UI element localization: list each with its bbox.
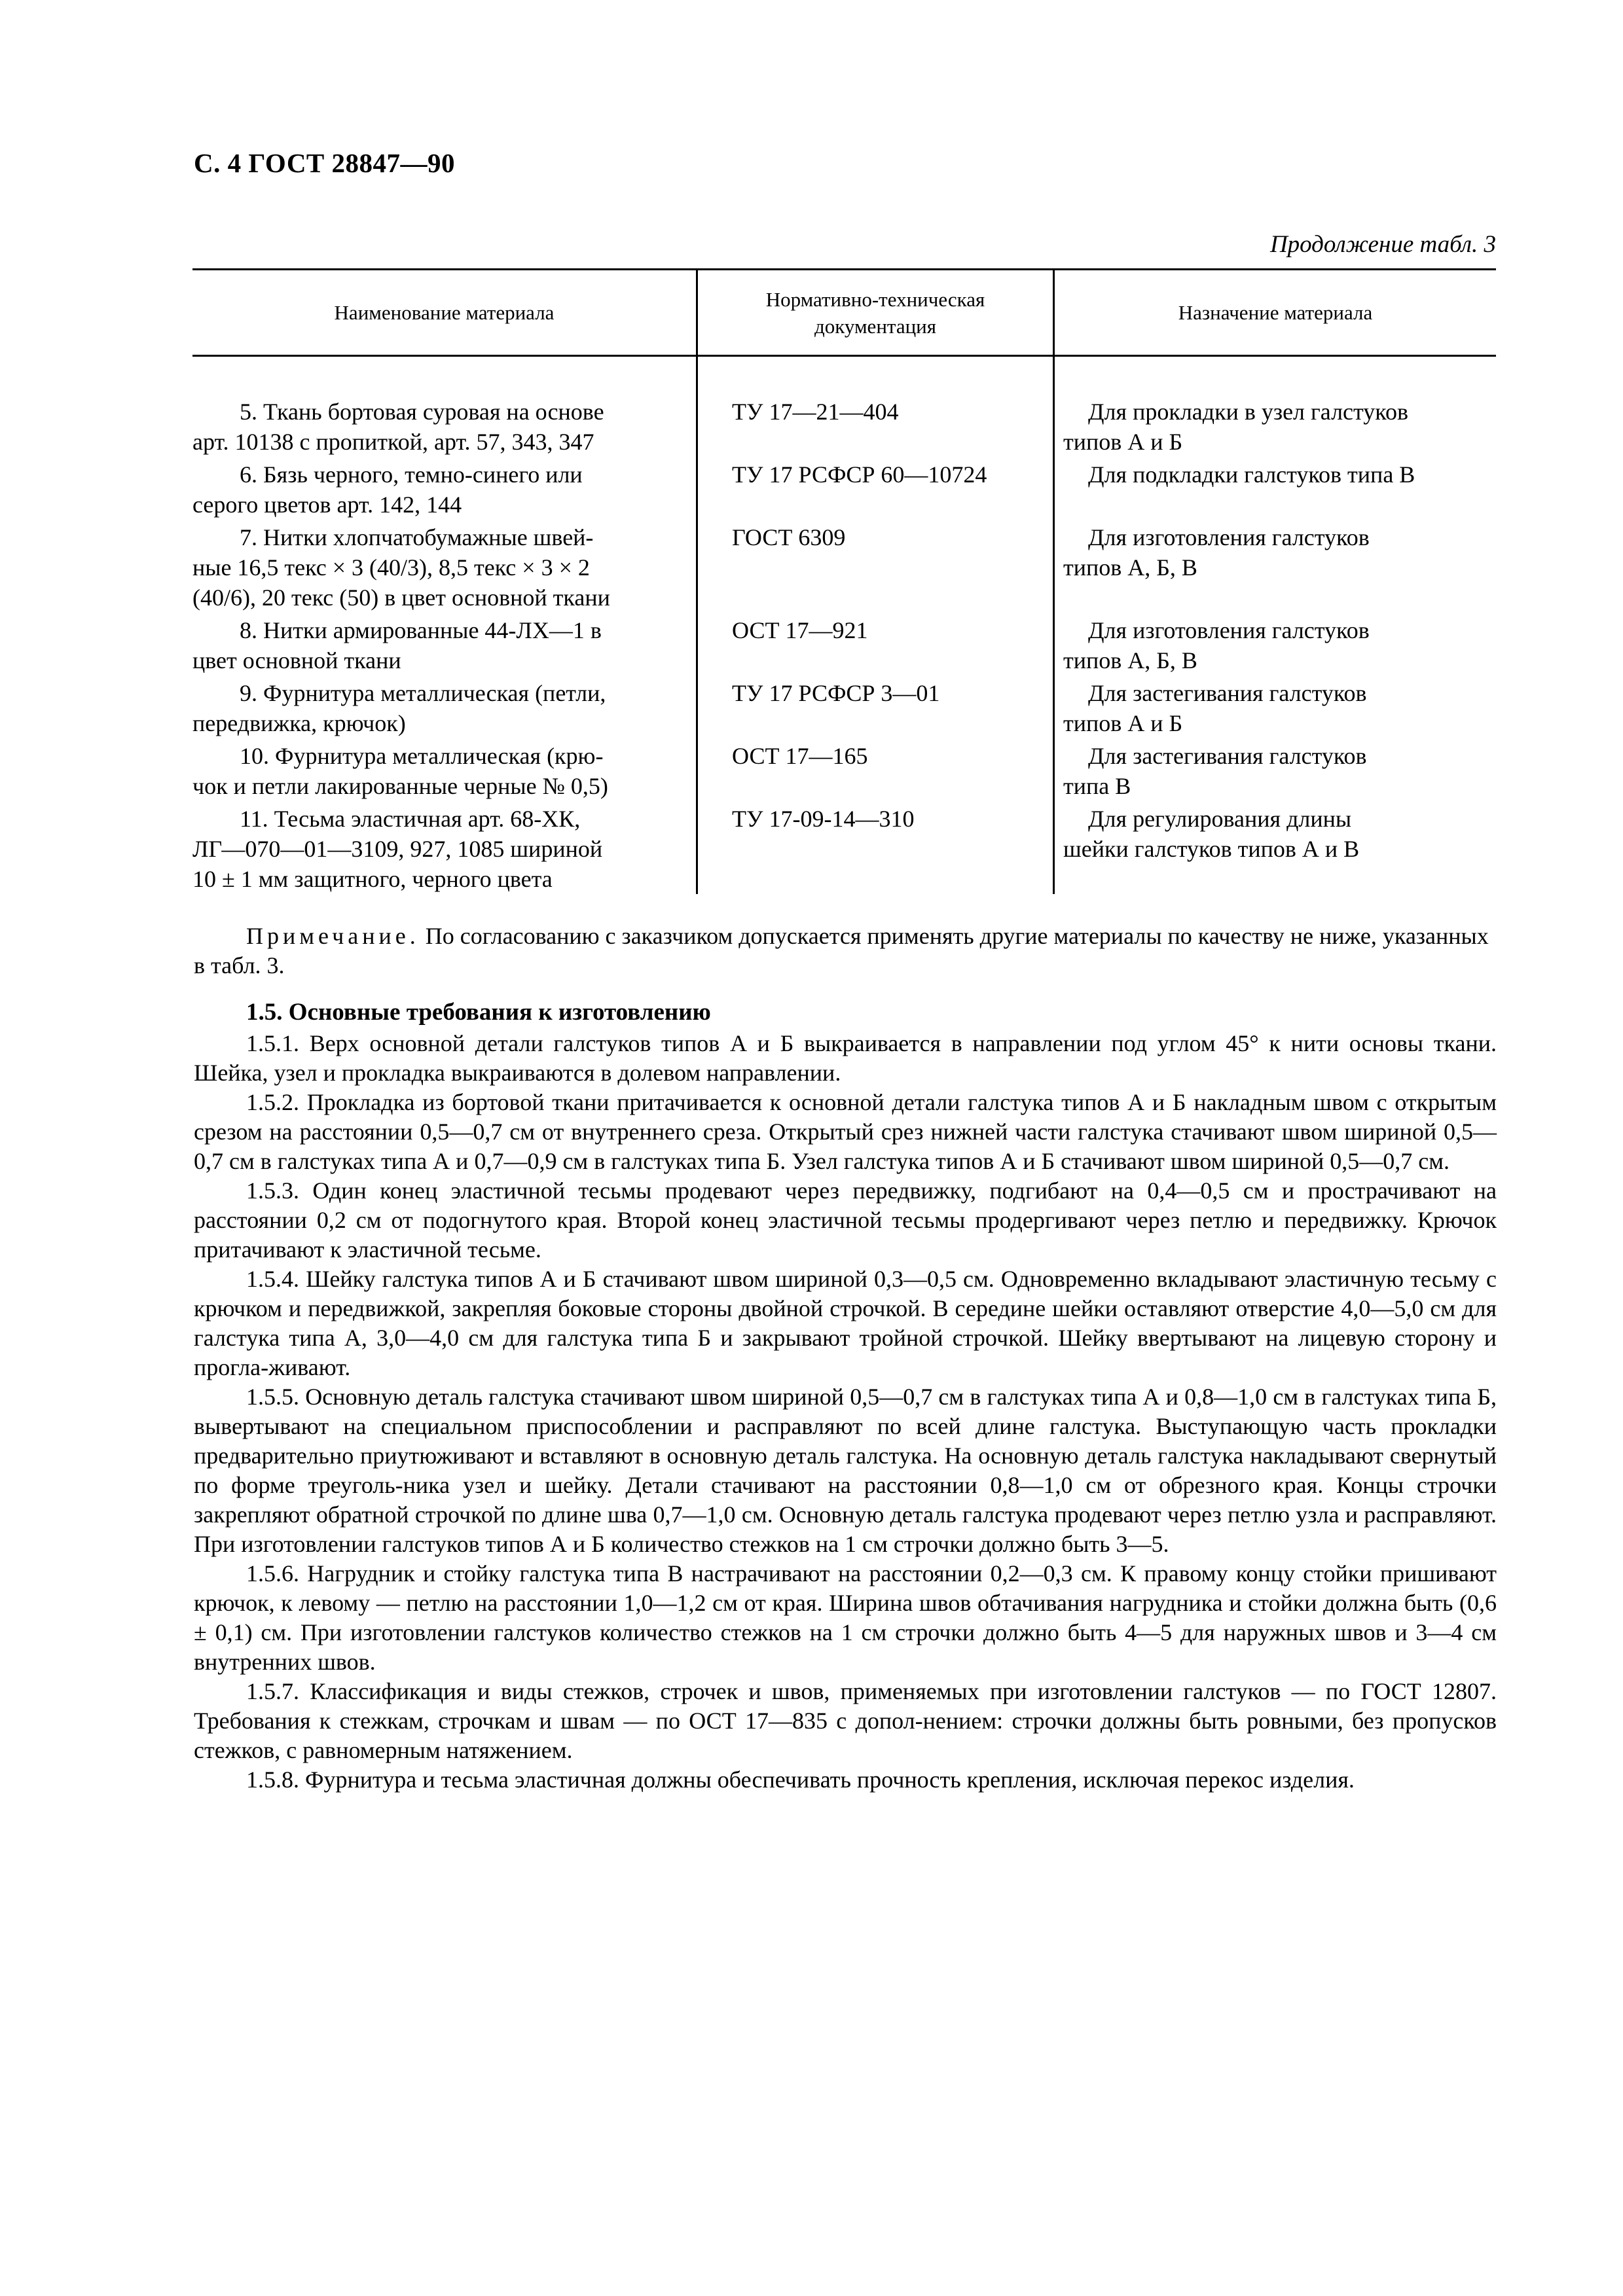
paragraph-1-5-4: 1.5.4. Шейку галстука типов А и Б стачивают швом шириной 0,3—0,5 см. Одновременно вкладывают эластичную тесьму с крючком и передвижкой, закрепляя боковые стороны двойной строчкой. В середине шейки оставляют отверстие 4,0—5,0 см для галстука типа А, 3,0—4,0 см для галстука типа Б и закрывают тройной строчкой. Шейку ввертывают на лицевую сторону и прогла-живают. bbox=[194, 1266, 1497, 1380]
material-cell: серого цветов арт. 142, 144 bbox=[192, 492, 462, 518]
purpose-cell: типа В bbox=[1063, 773, 1131, 799]
paragraph-1-5-3: 1.5.3. Один конец эластичной тесьмы продевают через передвижку, подгибают на 0,4—0,5 см и прострачивают на расстоянии 0,2 см от подогнутого края. Второй конец эластичной тесьмы продергивают через петлю и передвижку. Крючок притачивают к эластичной тесьме. bbox=[194, 1177, 1497, 1263]
header-purpose: Назначение материала bbox=[1178, 301, 1373, 324]
documentation-cell: ТУ 17—21—404 bbox=[732, 399, 899, 425]
material-cell: 9. Фурнитура металлическая (петли, bbox=[240, 680, 606, 706]
purpose-cell: Для прокладки в узел галстуков bbox=[1088, 399, 1408, 425]
note-text: По согласованию с заказчиком допускается применять другие материалы по качеству не ниже, указанных в табл. 3. bbox=[194, 923, 1489, 978]
table-note bbox=[194, 922, 1497, 980]
column-divider-1 bbox=[696, 268, 698, 894]
materials-table bbox=[192, 268, 1496, 894]
column-divider-2 bbox=[1053, 268, 1055, 894]
purpose-cell: Для регулирования длины bbox=[1088, 806, 1352, 832]
material-cell: 10. Фурнитура металлическая (крю- bbox=[240, 743, 604, 769]
header-documentation bbox=[698, 270, 1053, 355]
header-documentation-line1: Нормативно-техническая bbox=[765, 287, 985, 311]
paragraph-1-5-7: 1.5.7. Классификация и виды стежков, строчек и швов, применяемых при изготовлении галстуков — по ГОСТ 12807. Требования к стежкам, строчкам и швам — по ОСТ 17—835 с допол-нением: строчки должны быть ровными, без пропусков стежков, с равномерным натяжением. bbox=[194, 1678, 1497, 1763]
paragraph-1-5-6: 1.5.6. Нагрудник и стойку галстука типа В настрачивают на расстоянии 0,2—0,3 см. К правому концу стойки пришивают крючок, к левому — петлю на расстоянии 1,0—1,2 см от края. Ширина швов обтачивания нагрудника и стойки должна быть (0,6 ± 0,1) см. При изготовлении галстуков количество стежков на 1 см строчки должно быть 4—5 для наружных швов и 3—4 см внутренних швов. bbox=[194, 1560, 1497, 1675]
purpose-cell: Для застегивания галстуков bbox=[1088, 743, 1367, 769]
header-documentation-line2: документация bbox=[814, 314, 937, 338]
material-cell: чок и петли лакированные черные № 0,5) bbox=[192, 773, 608, 799]
purpose-cell: шейки галстуков типов А и В bbox=[1063, 836, 1360, 862]
material-cell: передвижка, крючок) bbox=[192, 710, 406, 736]
documentation-cell: ТУ 17-09-14—310 bbox=[732, 806, 915, 832]
section-title: 1.5. Основные требования к изготовлению bbox=[246, 999, 711, 1026]
purpose-cell: типов А, Б, В bbox=[1063, 554, 1197, 581]
header-material: Наименование материала bbox=[334, 301, 555, 324]
paragraph-1-5-5: 1.5.5. Основную деталь галстука стачивают швом шириной 0,5—0,7 см в галстуках типа А и 0,8—1,0 см в галстуках типа Б, вывертывают на специальном приспособлении и расправляют по всей длине галстука. Выступающую часть прокладки предварительно приутюживают и вставляют в основную деталь галстука. На основную деталь галстука накладывают свернутый по форме треуголь-ника узел и шейку. Детали стачивают на расстоянии 0,8—1,0 см от обрезного края. Концы строчки закрепляют обратной строчкой по длине шва 0,7—1,0 см. Основную деталь галстука продевают через петлю узла и расправляют. При изготовлении галстуков типов А и Б количество стежков на 1 см строчки должно быть 3—5. bbox=[194, 1384, 1497, 1557]
documentation-cell: ТУ 17 РСФСР 60—10724 bbox=[732, 461, 987, 488]
documentation-cell: ГОСТ 6309 bbox=[732, 524, 846, 550]
purpose-cell: Для изготовления галстуков bbox=[1088, 617, 1370, 643]
material-cell: цвет основной ткани bbox=[192, 647, 401, 673]
purpose-cell: Для застегивания галстуков bbox=[1088, 680, 1367, 706]
material-cell: 5. Ткань бортовая суровая на основе bbox=[240, 399, 604, 425]
table-caption: Продолжение табл. 3 bbox=[1269, 231, 1496, 258]
material-cell: ные 16,5 текс × 3 (40/3), 8,5 текс × 3 × 2 bbox=[192, 554, 590, 581]
paragraph-1-5-8: 1.5.8. Фурнитура и тесьма эластичная должны обеспечивать прочность крепления, исключая перекос изделия. bbox=[246, 1767, 1355, 1793]
purpose-cell: Для изготовления галстуков bbox=[1088, 524, 1370, 550]
material-cell: арт. 10138 с пропиткой, арт. 57, 343, 347 bbox=[192, 429, 594, 455]
documentation-cell: ТУ 17 РСФСР 3—01 bbox=[732, 680, 940, 706]
section-body bbox=[194, 1029, 1497, 1795]
page-header: С. 4 ГОСТ 28847—90 bbox=[194, 148, 456, 178]
paragraph-1-5-1: 1.5.1. Верх основной детали галстуков типов А и Б выкраивается в направлении под углом 45° к нити основы ткани. Шейка, узел и прокладка выкраиваются в долевом направлении. bbox=[194, 1030, 1497, 1086]
paragraph-1-5-2: 1.5.2. Прокладка из бортовой ткани притачивается к основной детали галстука типов А и Б накладным швом с открытым срезом на расстоянии 0,5—0,7 см от внутреннего среза. Открытый срез нижней части галстука стачивают швом шириной 0,5—0,7 см в галстуках типа А и 0,7—0,9 см в галстуках типа Б. Узел галстука типов А и Б стачивают швом шириной 0,5—0,7 см. bbox=[194, 1089, 1497, 1174]
purpose-cell: типов А, Б, В bbox=[1063, 647, 1197, 673]
material-cell: 6. Бязь черного, темно-синего или bbox=[240, 461, 583, 488]
purpose-cell: Для подкладки галстуков типа В bbox=[1088, 461, 1415, 488]
documentation-cell: ОСТ 17—165 bbox=[732, 743, 868, 769]
material-cell: 10 ± 1 мм защитного, черного цвета bbox=[192, 866, 553, 892]
material-cell: 11. Тесьма эластичная арт. 68-ХК, bbox=[240, 806, 581, 832]
table-header-rule bbox=[192, 355, 1496, 357]
note-label: Примечание. bbox=[246, 923, 420, 949]
material-cell: 8. Нитки армированные 44-ЛХ—1 в bbox=[240, 617, 602, 643]
material-cell: 7. Нитки хлопчатобумажные швей- bbox=[240, 524, 594, 550]
documentation-cell: ОСТ 17—921 bbox=[732, 617, 868, 643]
material-cell: (40/6), 20 текс (50) в цвет основной ткани bbox=[192, 584, 610, 611]
purpose-cell: типов А и Б bbox=[1063, 710, 1183, 736]
purpose-cell: типов А и Б bbox=[1063, 429, 1183, 455]
material-cell: ЛГ—070—01—3109, 927, 1085 шириной bbox=[192, 836, 603, 862]
